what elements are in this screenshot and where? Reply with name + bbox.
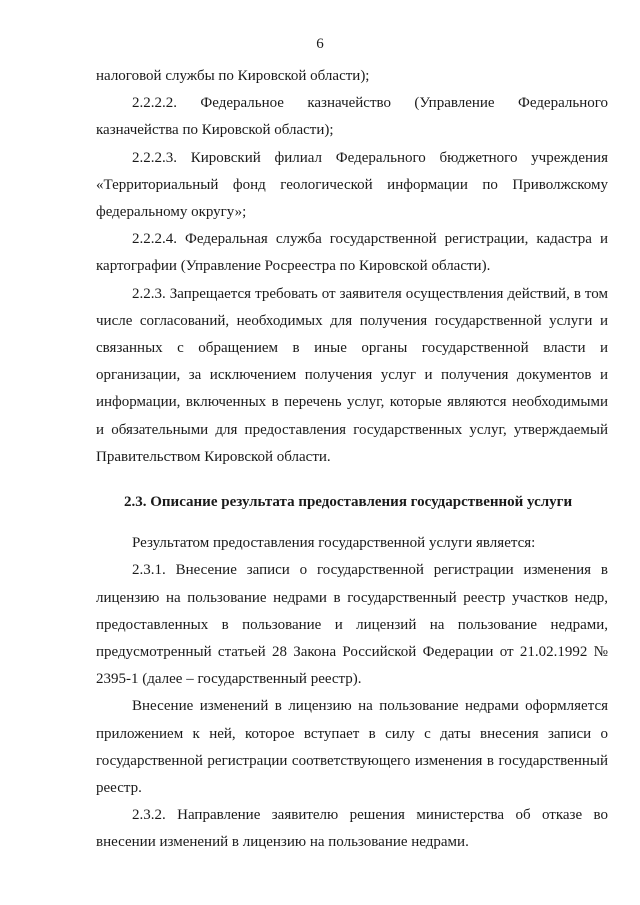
- paragraph-2-3-2: 2.3.2. Направление заявителю решения министерства об отказе во внесении изменений в лицензию на пользование недрами.: [96, 807, 608, 851]
- paragraph-2-2-2-4: 2.2.2.4. Федеральная служба государственной регистрации, кадастра и картографии (Управление Росреестра по Кировской области).: [96, 231, 608, 275]
- paragraph-2-2-2-3: 2.2.2.3. Кировский филиал Федерального бюджетного учреждения «Территориальный фонд геологической информации по Приволжскому федеральному округу»;: [96, 149, 608, 221]
- paragraph-2-2-3: 2.2.3. Запрещается требовать от заявителя осуществления действий, в том числе согласований, необходимых для получения государственной услуги и связанных с обращением в иные органы государственной власти и организации, за исключением получения услуг и получения документов и информации, включенных в перечень услуг, которые являются необходимыми и обязательными для предоставления государственных услуг, утверждаемый Правительством Кировской области.: [96, 285, 608, 465]
- paragraph-changes: Внесение изменений в лицензию на пользование недрами оформляется приложением к ней, которое вступает в силу с даты внесения записи о государственной регистрации соответствующего изменения в государственный реестр.: [96, 698, 608, 797]
- page-number: 6: [316, 36, 324, 52]
- paragraph-result-intro: Результатом предоставления государственной услуги является:: [132, 535, 536, 552]
- paragraph-continuation: налоговой службы по Кировской области);: [96, 68, 370, 84]
- section-heading: 2.3. Описание результата предоставления государственной услуги: [124, 494, 573, 511]
- document-body: [96, 63, 608, 857]
- paragraph-2-3-1: 2.3.1. Внесение записи о государственной регистрации изменения в лицензию на пользование недрами в государственный реестр участков недр, предоставленных в пользование и лицензий на пользование недрами, предусмотренный статьей 28 Закона Российской Федерации от 21.02.1992 № 2395-1 (далее – государственный реестр).: [96, 562, 608, 688]
- paragraph-2-2-2-2: 2.2.2.2. Федеральное казначейство (Управление Федерального казначейства по Кировской области);: [96, 95, 608, 139]
